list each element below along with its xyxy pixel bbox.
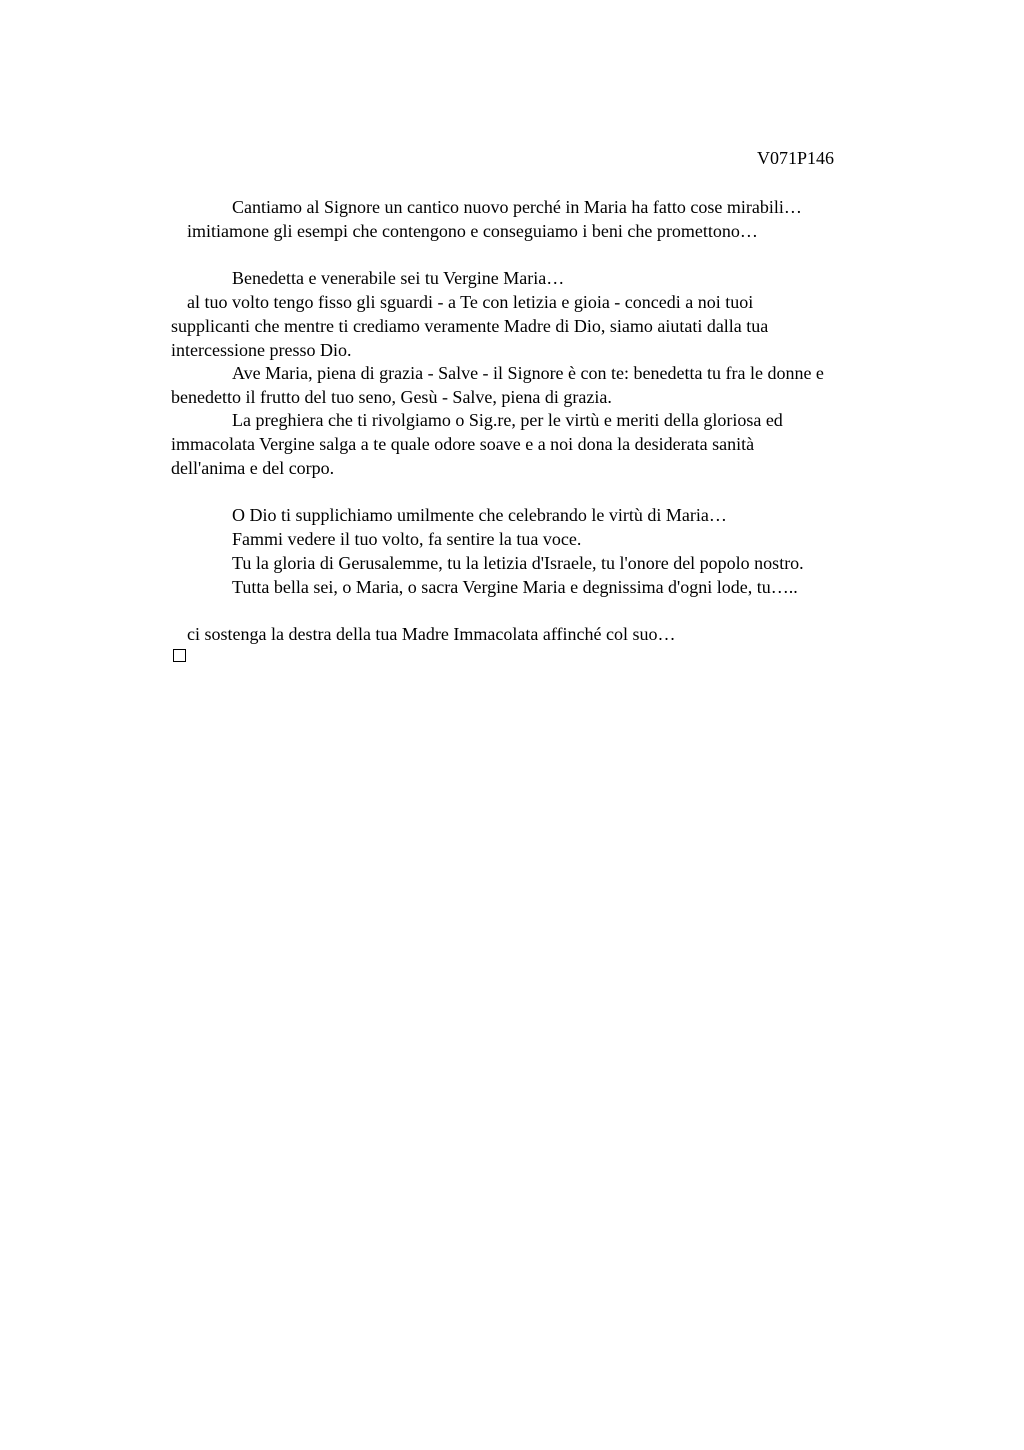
text-line: imitiamone gli esempi che contengono e conseguiamo i beni che promettono…: [187, 221, 758, 241]
text-line: dell'anima e del corpo.: [171, 458, 335, 478]
text-line: intercessione presso Dio.: [171, 340, 352, 360]
text-line: Tu la gloria di Gerusalemme, tu la letizia d'Israele, tu l'onore del popolo nostro.: [232, 553, 804, 573]
text-line: ci sostenga la destra della tua Madre Immacolata affinché col suo…: [187, 624, 676, 644]
text-line: immacolata Vergine salga a te quale odore soave e a noi dona la desiderata sanità: [171, 434, 755, 454]
text-line: La preghiera che ti rivolgiamo o Sig.re, per le virtù e meriti della gloriosa ed: [232, 410, 783, 430]
text-line: benedetto il frutto del tuo seno, Gesù - Salve, piena di grazia.: [171, 387, 612, 407]
text-line: Ave Maria, piena di grazia - Salve - il Signore è con te: benedetta tu fra le donne e: [232, 363, 824, 383]
checkbox-symbol: [173, 649, 186, 662]
text-line: Tutta bella sei, o Maria, o sacra Vergine Maria e degnissima d'ogni lode, tu…..: [232, 577, 798, 597]
text-line: al tuo volto tengo fisso gli sguardi - a Te con letizia e gioia - concedi a noi tuoi: [187, 292, 754, 312]
text-line: Benedetta e venerabile sei tu Vergine Maria…: [232, 268, 565, 288]
text-line: Fammi vedere il tuo volto, fa sentire la tua voce.: [232, 529, 582, 549]
text-line: O Dio ti supplichiamo umilmente che celebrando le virtù di Maria…: [232, 505, 727, 525]
document-id: V071P146: [757, 148, 835, 168]
text-line: supplicanti che mentre ti crediamo veramente Madre di Dio, siamo aiutati dalla tua: [171, 316, 769, 336]
text-line: Cantiamo al Signore un cantico nuovo perché in Maria ha fatto cose mirabili…: [232, 197, 802, 217]
